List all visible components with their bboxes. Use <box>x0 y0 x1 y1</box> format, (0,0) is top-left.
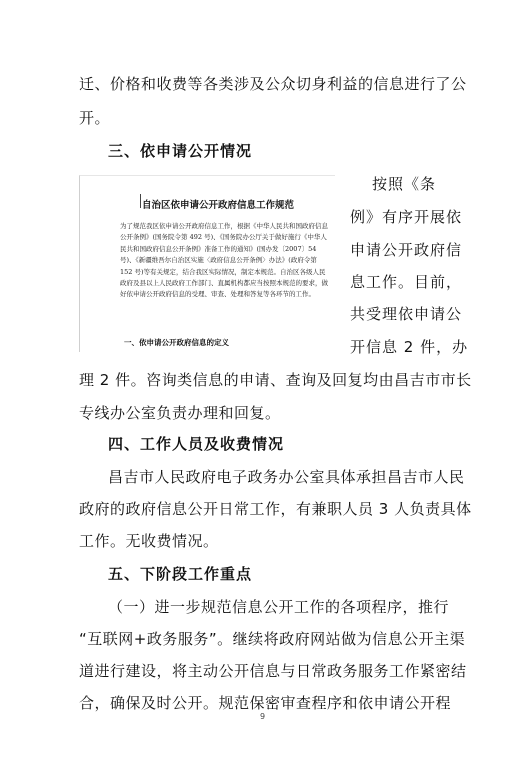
paragraph-line: 开。 <box>79 109 111 127</box>
paragraph-line: 例》有序开展依 <box>350 208 463 226</box>
paragraph-line: 共受理依申请公 <box>350 305 463 323</box>
title-rule <box>140 194 141 208</box>
paragraph-line: 迁、价格和收费等各类涉及公众切身利益的信息进行了公 <box>79 75 467 93</box>
paragraph-line: 理 2 件。咨询类信息的申请、查询及回复均由昌吉市市长 <box>79 371 472 389</box>
embedded-doc-body: 为了规范我区依申请公开政府信息工作，根据《中华人民共和国政府信息公开条例》(国务院令第 492 号)、《国务院办公厅关于做好施行《中华人民共和国政府信息公开条例》准备工作的通知》(国办发〔2007〕54 号)、《新疆维吾尔自治区实施〈政府信息公开条例〉办法》(政府令第 152 号)等有关规定，结合我区实际情况，制定本规范。自治区各级人民政府及县以上人民政府工作部门、直属机构都应当按照本规范的要求，做好依申请公开政府信息的受理、审查、处理和答复等各环节的工作。 <box>120 222 328 299</box>
paragraph-line: 申请公开政府信 <box>350 241 463 259</box>
paragraph-line: 息工作。目前， <box>350 273 463 291</box>
paragraph-line: 开信息 2 件，办 <box>350 338 469 356</box>
section-heading: 五、下阶段工作重点 <box>108 565 253 583</box>
paragraph-line: 昌吉市人民政府电子政务办公室具体承担昌吉市人民 <box>108 468 465 486</box>
embedded-doc-title: 自治区依申请公开政府信息工作规范 <box>142 200 295 211</box>
paragraph-line: 工作。无收费情况。 <box>79 532 219 550</box>
embedded-document-image <box>79 175 335 352</box>
embedded-doc-subheading: 一、依申请公开政府信息的定义 <box>124 338 229 347</box>
page-number: 9 <box>260 712 266 721</box>
section-heading: 三、依申请公开情况 <box>108 142 253 160</box>
paragraph-line: 道进行建设，将主动公开信息与日常政务服务工作紧密结 <box>79 662 467 680</box>
paragraph-line: （一）进一步规范信息公开工作的各项程序，推行 <box>108 598 450 616</box>
paragraph-line: 政府的政府信息公开日常工作，有兼职人员 3 人负责具体 <box>79 500 472 518</box>
paragraph-line: “互联网+政务服务”。继续将政府网站做为信息公开主渠 <box>79 630 466 648</box>
section-heading: 四、工作人员及收费情况 <box>108 435 285 453</box>
paragraph-line: 合，确保及时公开。规范保密审查程序和依申请公开程 <box>79 694 452 712</box>
paragraph-line: 专线办公室负责办理和回复。 <box>79 404 281 422</box>
paragraph-line: 按照《条 <box>372 175 437 193</box>
